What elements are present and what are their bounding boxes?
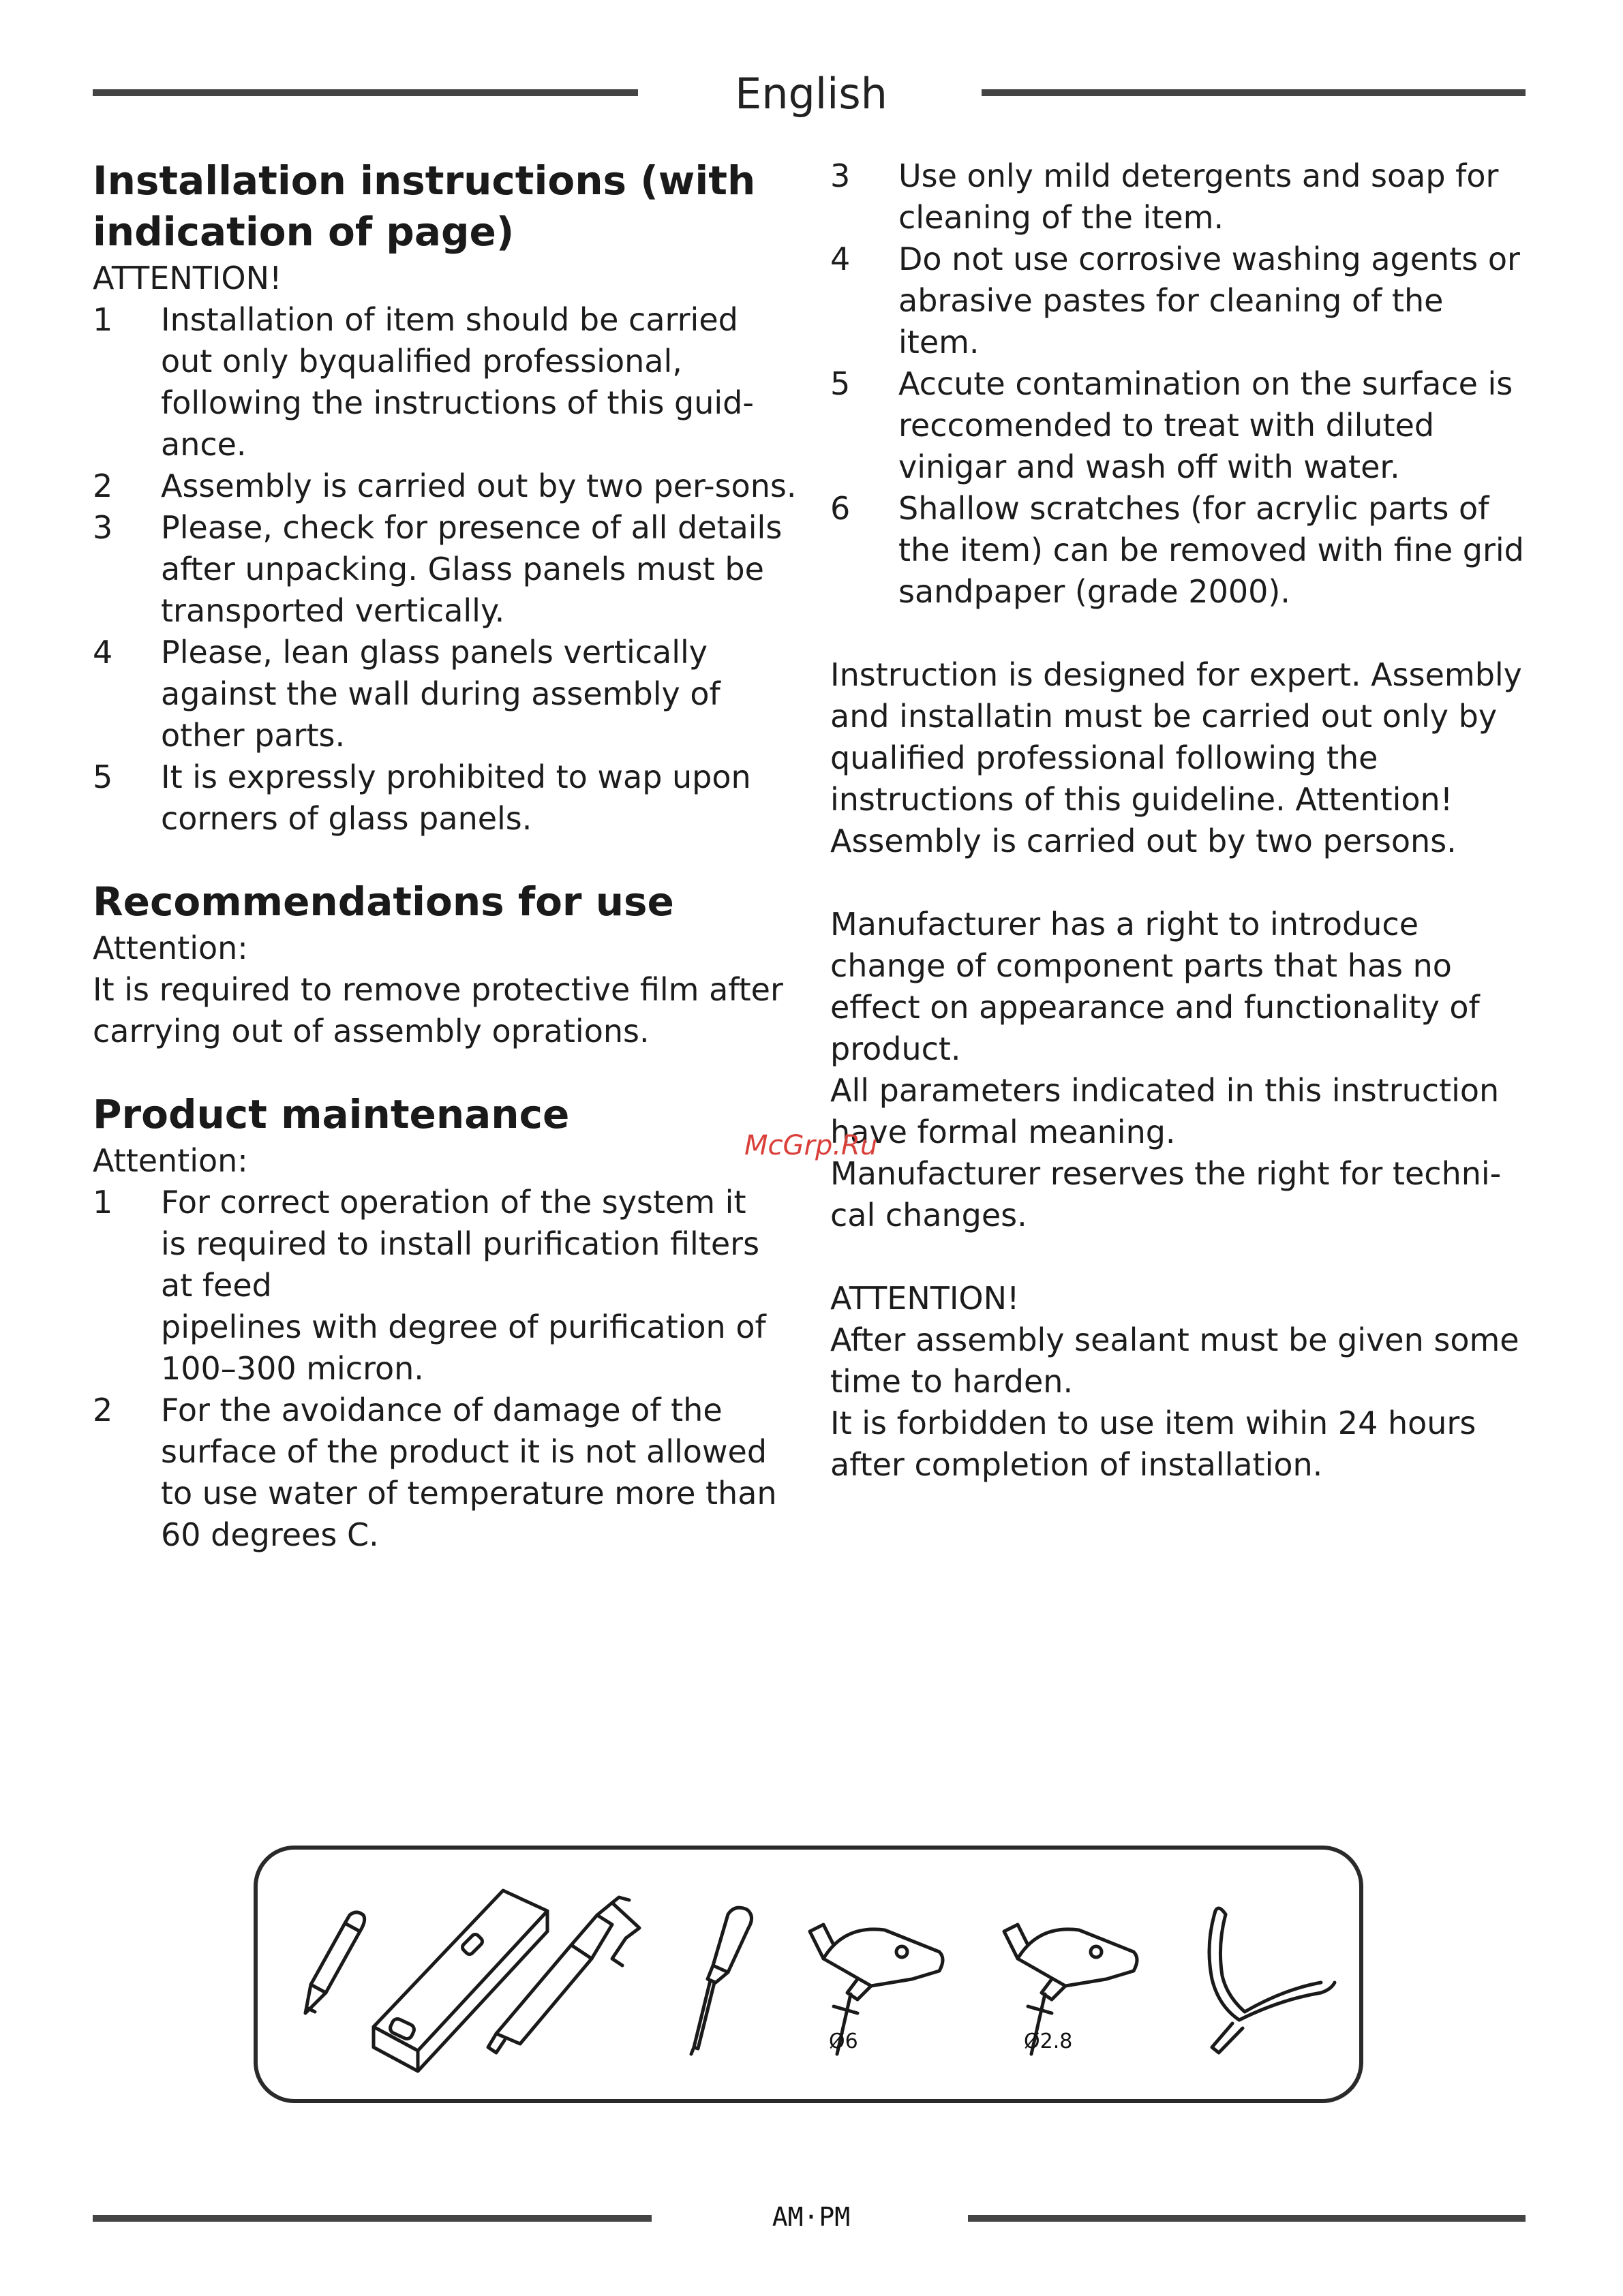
installation-item	[93, 507, 798, 632]
parameters-note: All parameters indicated in this instruction have formal meaning.	[830, 1072, 1500, 1150]
brand-logo: AM·PM	[772, 2202, 851, 2232]
item-number: 3	[93, 509, 113, 546]
item-text: Use only mild detergents and soap for cleaning of the item.	[898, 157, 1499, 236]
tools-panel	[254, 1846, 1363, 2103]
maintenance-item	[830, 488, 1532, 613]
sealant-note: After assembly sealant must be given some time to harden.	[830, 1321, 1519, 1400]
pencil-icon	[305, 1912, 365, 2013]
manufacturer-note: Manufacturer has a right to introduce change of component parts that has no effect on appearance and functionality of product.	[830, 906, 1480, 1067]
screwdriver-icon	[691, 1908, 752, 2054]
drill-size-label: Ø6	[829, 2030, 858, 2053]
maintenance-heading: Product maintenance	[93, 1091, 570, 1137]
maintenance-item	[830, 155, 1532, 239]
header-rule-left	[93, 89, 638, 96]
item-number: 2	[93, 1392, 113, 1428]
header-rule-right	[982, 89, 1526, 96]
item-text	[161, 1182, 798, 1390]
installation-item	[93, 756, 798, 840]
tools-illustration	[258, 1850, 1367, 2107]
maintenance-attention: Attention:	[93, 1142, 248, 1179]
item-text: Assembly is carried out by two per-sons.	[161, 468, 797, 504]
installation-item	[93, 299, 798, 465]
maintenance-item	[830, 363, 1532, 488]
attention-heading: ATTENTION!	[830, 1280, 1020, 1317]
maintenance-item	[93, 1182, 798, 1390]
item-number: 3	[830, 157, 851, 194]
item-text: Installation of item should be carried out only byqualified professional, following the instructions of this guid-ance.	[161, 301, 754, 463]
drill-size-label: Ø2.8	[1024, 2030, 1073, 2053]
recommendations-text: It is required to remove protective film after carrying out of assembly oprations.	[93, 971, 783, 1050]
item-number: 5	[830, 365, 851, 402]
item-text-line2: pipelines with degree of purification of 100–300 micron.	[161, 1308, 766, 1387]
left-column	[93, 155, 798, 1556]
item-text: Do not use corrosive washing agents or abrasive pastes for cleaning of the item.	[898, 241, 1520, 361]
item-text: Accute contamination on the surface is reccomended to treat with diluted vinigar and wash off with water.	[898, 365, 1513, 485]
item-number: 2	[93, 468, 113, 504]
item-text: Shallow scratches (for acrylic parts of the item) can be removed with fine grid sandpaper (grade 2000).	[898, 490, 1524, 610]
watermark: McGrp.Ru	[744, 1130, 878, 1161]
pliers-icon	[1209, 1908, 1335, 2053]
item-text: Please, check for presence of all details after unpacking. Glass panels must be transported vertically.	[161, 509, 783, 629]
recommendations-attention: Attention:	[93, 930, 248, 966]
item-text-line1: For correct operation of the system it is required to install purification filters at feed	[161, 1184, 760, 1304]
footer-rule-right	[968, 2215, 1526, 2222]
item-number: 6	[830, 490, 851, 527]
item-text: For the avoidance of damage of the surface of the product it is not allowed to use water of temperature more than 60 degrees C.	[161, 1392, 777, 1553]
maintenance-item	[93, 1390, 798, 1556]
footer-rule-left	[93, 2215, 652, 2222]
item-number: 1	[93, 301, 113, 338]
item-number: 4	[830, 241, 851, 277]
item-text: Please, lean glass panels vertically against the wall during assembly of other parts.	[161, 634, 721, 754]
right-column	[830, 155, 1532, 1486]
expert-note: Instruction is designed for expert. Assembly and installatin must be carried out only by qualified professional following the instructions of this guideline. Attention! Assembly is carried out by two persons.	[830, 656, 1522, 859]
item-number: 1	[93, 1184, 113, 1221]
installation-heading: Installation instructions (with indication of page)	[93, 157, 756, 255]
installation-item	[93, 632, 798, 756]
language-label: English	[735, 69, 888, 119]
forbidden-note: It is forbidden to use item wihin 24 hours after completion of installation.	[830, 1405, 1476, 1483]
item-number: 5	[93, 759, 113, 795]
installation-attention: ATTENTION!	[93, 260, 282, 296]
installation-item	[93, 465, 798, 507]
caulking-gun-icon	[488, 1897, 639, 2053]
item-text: It is expressly prohibited to wap upon corners of glass panels.	[161, 759, 751, 837]
reserves-note: Manufacturer reserves the right for techni-cal changes.	[830, 1155, 1502, 1234]
recommendations-heading: Recommendations for use	[93, 878, 674, 925]
item-number: 4	[93, 634, 113, 671]
maintenance-item	[830, 239, 1532, 363]
